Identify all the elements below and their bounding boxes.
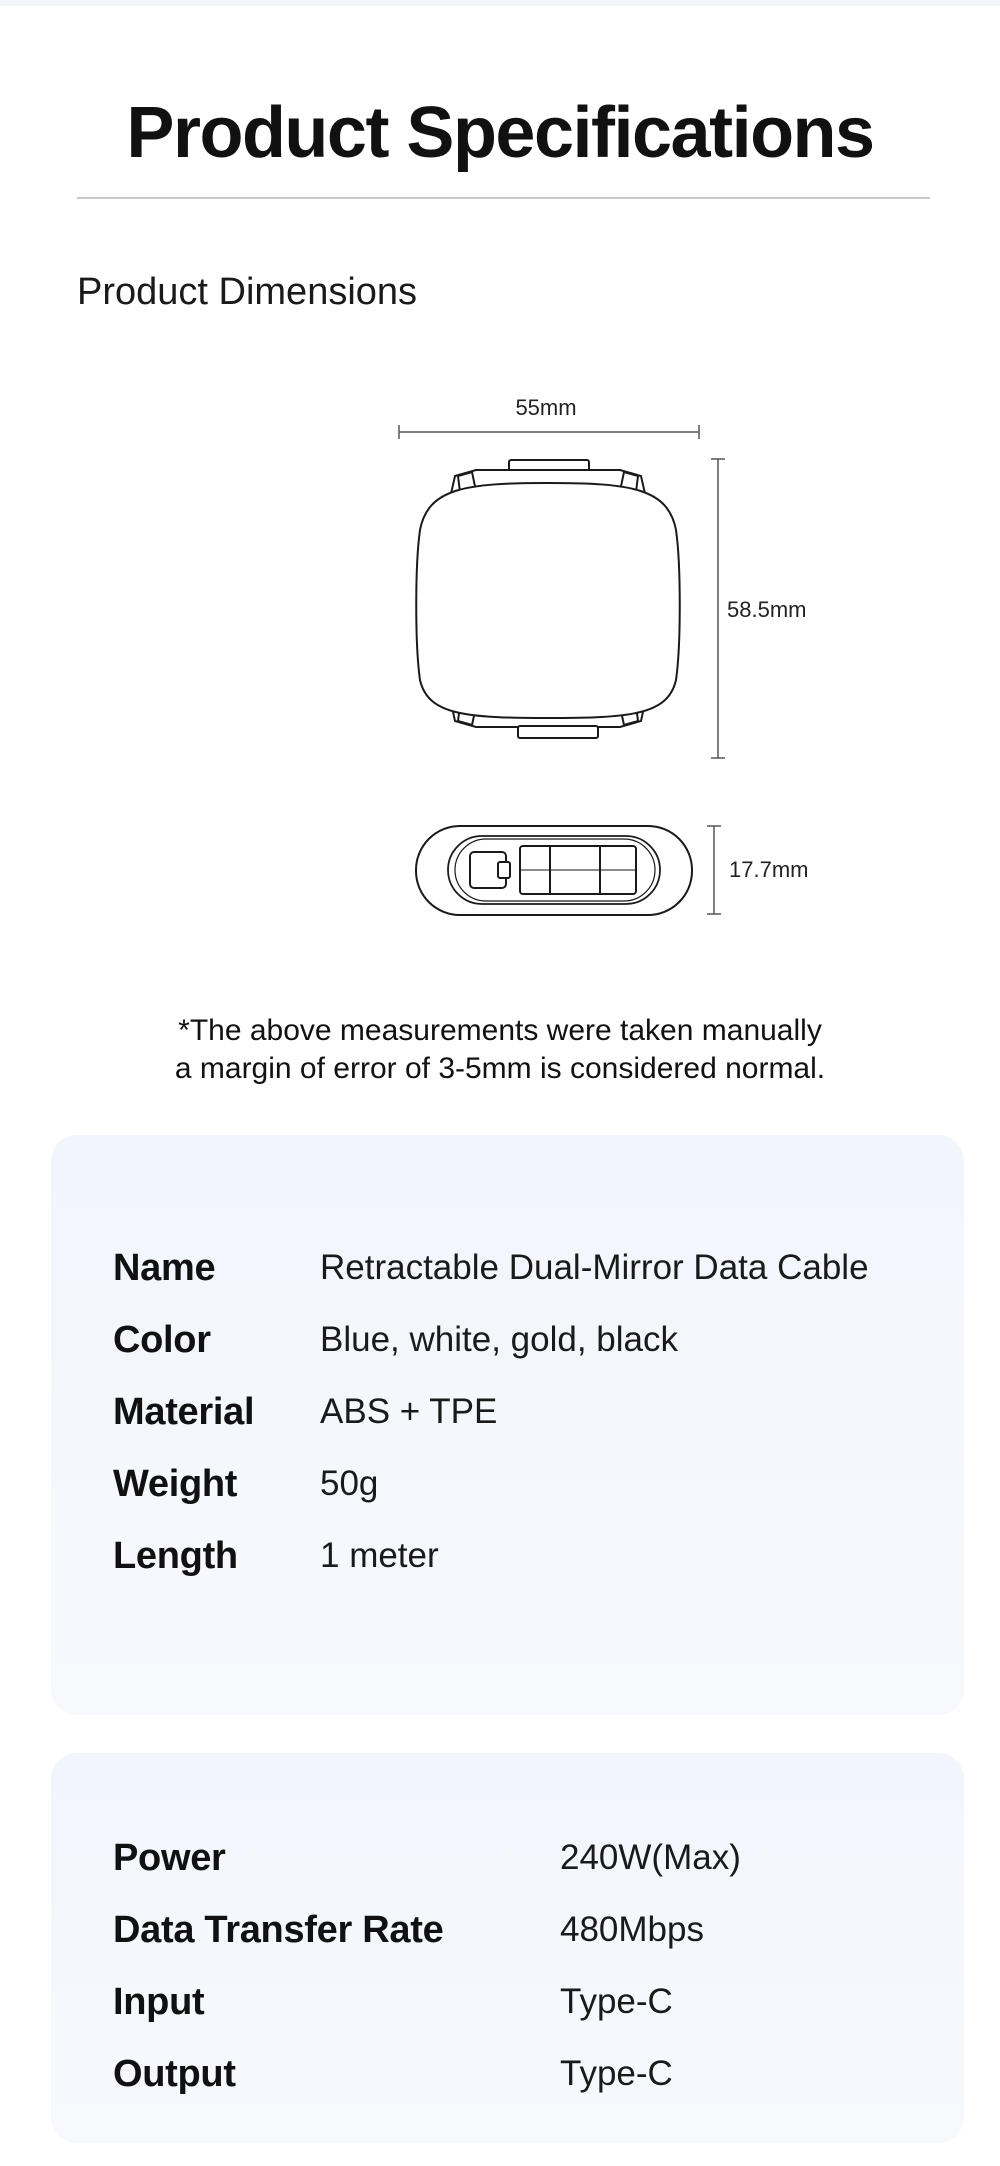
thickness-dimension-label: 17.7mm (729, 857, 809, 882)
height-dimension-label: 58.5mm (727, 597, 807, 622)
width-dimension-line (399, 425, 699, 439)
spec-value: 50g (320, 1464, 379, 1503)
spec-value: 1 meter (320, 1536, 439, 1575)
spec-row-power (113, 1833, 741, 1883)
top-strip (0, 0, 1000, 6)
spec-row-output (113, 2049, 673, 2099)
section-heading-dimensions: Product Dimensions (77, 271, 418, 313)
device-side-view (416, 826, 692, 915)
spec-label: Color (113, 1318, 211, 1361)
title-divider (77, 197, 930, 199)
spec-label: Input (113, 1980, 205, 2023)
basic-specs-card (51, 1135, 964, 1715)
spec-row-material (113, 1387, 498, 1437)
spec-row-name (113, 1243, 869, 1293)
measurement-note-line-1: *The above measurements were taken manually (178, 1014, 822, 1047)
spec-label: Length (113, 1534, 238, 1577)
spec-label: Material (113, 1390, 255, 1433)
spec-value: 480Mbps (560, 1910, 704, 1949)
spec-value: Blue, white, gold, black (320, 1320, 678, 1359)
spec-value: Type-C (560, 2054, 673, 2093)
height-dimension-line (711, 459, 725, 758)
product-dimension-diagram (0, 380, 1000, 940)
spec-value: 240W(Max) (560, 1838, 741, 1877)
spec-label: Power (113, 1836, 226, 1879)
spec-value: ABS + TPE (320, 1392, 498, 1431)
device-front-view (416, 460, 680, 738)
spec-label: Data Transfer Rate (113, 1908, 444, 1951)
electrical-specs-card (51, 1753, 964, 2143)
spec-value: Retractable Dual-Mirror Data Cable (320, 1248, 869, 1287)
measurement-note-line-2: a margin of error of 3-5mm is considered normal. (174, 1052, 826, 1085)
spec-row-length (113, 1531, 439, 1581)
measurement-note (0, 1012, 1000, 1088)
thickness-dimension-line (707, 826, 721, 914)
spec-value: Type-C (560, 1982, 673, 2021)
spec-label: Weight (113, 1462, 238, 1505)
spec-row-data-transfer-rate (113, 1905, 704, 1955)
spec-row-input (113, 1977, 673, 2027)
spec-label: Output (113, 2052, 236, 2095)
spec-row-color (113, 1315, 678, 1365)
spec-label: Name (113, 1246, 216, 1289)
width-dimension-label: 55mm (515, 395, 577, 420)
spec-row-weight (113, 1459, 379, 1509)
page-title: Product Specifications (126, 93, 874, 173)
